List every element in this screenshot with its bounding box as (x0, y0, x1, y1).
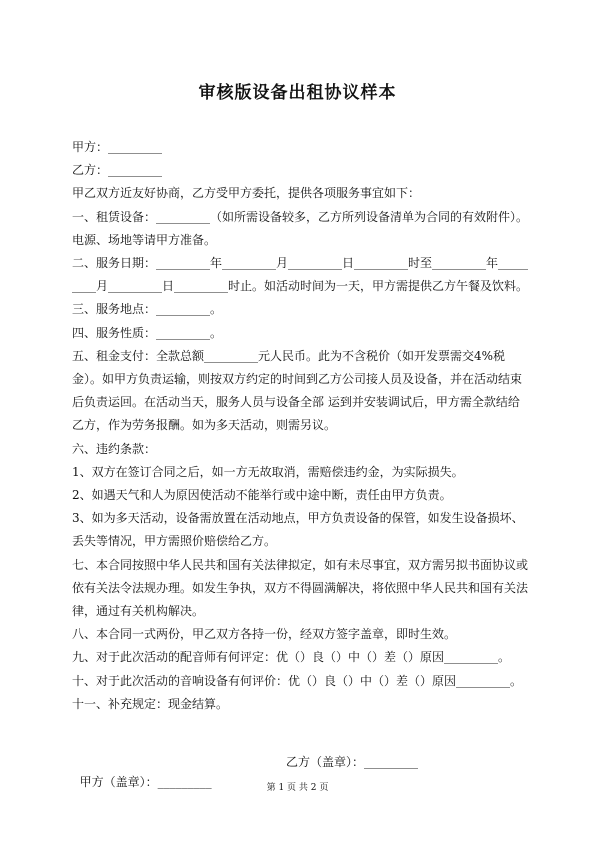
breach-item-2: 2、如遇天气和人为原因使活动不能举行或中途中断，责任由甲方负责。 (72, 488, 452, 503)
party-a-line: 甲方：_________ (72, 140, 163, 154)
breach-item-1: 1、双方在签订合同之后，如一方无故取消，需赔偿违约金，为实际损失。 (72, 464, 464, 479)
party-b-seal-field: 乙方（盖章）：_________ (286, 755, 419, 769)
document-title: 审核版设备出租协议样本 (198, 83, 397, 103)
clause-8-copies: 八、本合同一式两份，甲乙双方各持一份，经双方签字盖章，即时生效。 (72, 627, 457, 642)
clause-6-breach-heading: 六、违约条款： (72, 441, 157, 456)
clause-10-audio-rating: 十、对于此次活动的音响设备有何评价：优（）良（）中（）差（）原因_________。 (72, 673, 523, 688)
clause-2-service-date: 二、服务日期：_________年_________月_________日_________时至_________年_________月_________日_________时止。如活动时间为一天，甲方需提供乙方午餐及饮料。 (72, 256, 529, 294)
breach-item-3: 3、如为多天活动，设备需放置在活动地点，甲方负责设备的保管，如发生设备损坏、丢失等情况，甲方需照价赔偿给乙方。 (72, 511, 524, 549)
clause-5-payment: 五、租金支付：全款总额_________元人民币。此为不含税价（如开发票需交4%税金）。如甲方负责运输，则按双方约定的时间到乙方公司接人员及设备，并在活动结束后负责运回。在活动当天，服务人员与设备全部 运到并安装调试后，甲方需全款结给乙方，作为劳务报酬。如为多天活动，则需另议。 (72, 348, 523, 433)
clause-3-location: 三、服务地点：_________。 (72, 302, 223, 317)
clause-9-voice-rating: 九、对于此次活动的配音师有何评定：优（）良（）中（）差（）原因_________。 (72, 650, 511, 665)
clause-1-equipment: 一、租赁设备：_________（如所需设备较多，乙方所列设备清单为合同的有效附件）。电源、场地等请甲方准备。 (72, 209, 529, 247)
intro-paragraph: 甲乙双方近友好协商，乙方受甲方委托，提供各项服务事宜如下： (72, 186, 421, 201)
clause-11-supplement: 十一、补充规定：现金结算。 (72, 696, 229, 711)
document-body (72, 136, 530, 716)
clause-7-law: 七、本合同按照中华人民共和国有关法律拟定，如有未尽事宜，双方需另拟书面协议或依有关法令法规办理。如发生争执，双方不得圆满解决，将依照中华人民共和国有关法律，通过有关机构解决。 (72, 557, 529, 619)
party-a-seal-field: 甲方（盖章）：_________ (79, 775, 212, 789)
party-b-line: 乙方：_________ (72, 163, 163, 178)
clause-4-nature: 四、服务性质：_________。 (72, 325, 223, 340)
page-number: 第 1 页 共 2 页 (266, 783, 329, 793)
